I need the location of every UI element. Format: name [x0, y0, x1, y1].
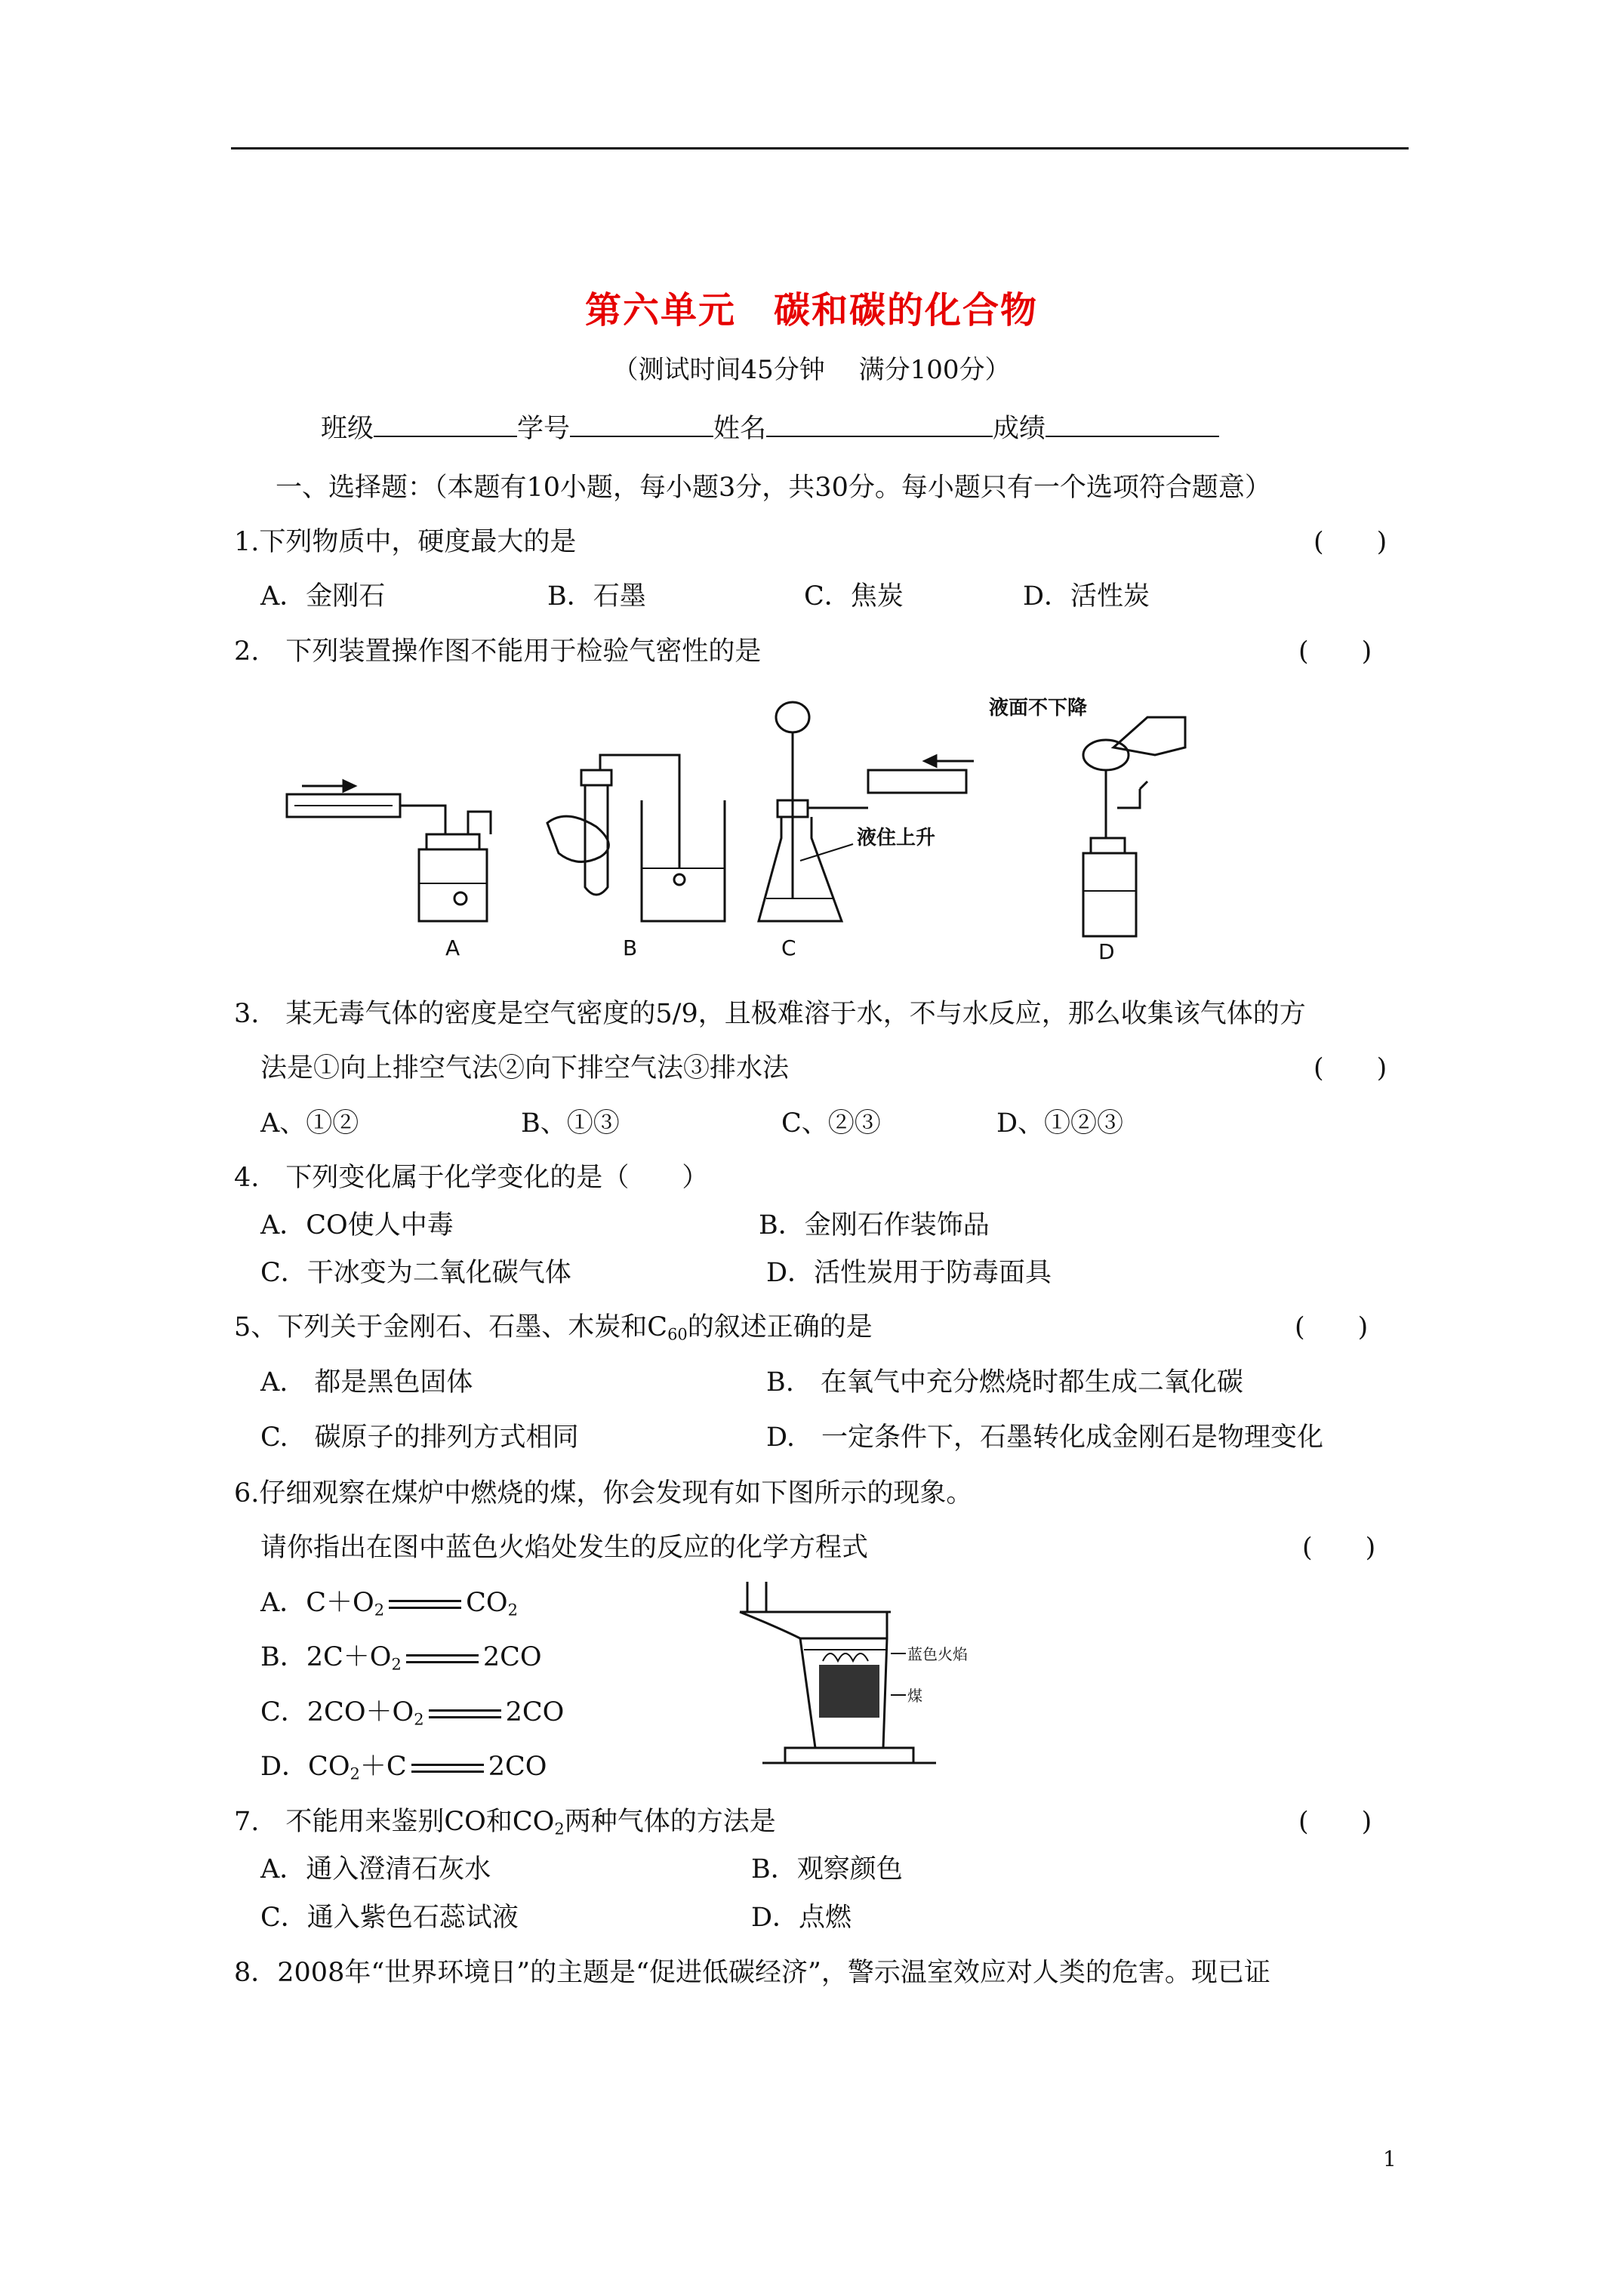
- section-heading: 一、选择题：（本题有10小题，每小题3分，共30分。每小题只有一个选项符合题意）: [276, 473, 1271, 503]
- q5-option-a: A. 都是黑色固体: [260, 1367, 473, 1398]
- student-info-row: [321, 408, 1219, 445]
- q1-answer-paren[interactable]: ( ): [1313, 527, 1387, 557]
- q1-stem: 1.下列物质中，硬度最大的是: [234, 527, 577, 557]
- q3-option-a: A、①②: [260, 1108, 359, 1139]
- q8-line1: 8．2008年“世界环境日”的主题是“促进低碳经济”，警示温室效应对人类的危害。现已证: [234, 1958, 1270, 1988]
- q7-option-a: A．通入澄清石灰水: [260, 1854, 491, 1885]
- q1-option-b: B．石墨: [547, 581, 646, 612]
- q3-option-d: D、①②③: [996, 1108, 1124, 1139]
- page-subtitle: （测试时间45分钟 满分100分）: [612, 355, 1011, 385]
- q1-option-c: C．焦炭: [804, 581, 904, 612]
- label-coal: 煤: [907, 1687, 922, 1705]
- q6-option-d: D．$CO_2+C$ 2CO: [260, 1752, 547, 1783]
- note-d: 液面不下降: [989, 697, 1088, 720]
- q3-option-c: C、②③: [781, 1108, 881, 1139]
- note-c: 液住上升: [857, 827, 936, 849]
- score-label: 成绩: [993, 414, 1046, 444]
- q6-line1: 6.仔细观察在煤炉中燃烧的煤，你会发现有如下图所示的现象。: [234, 1478, 973, 1509]
- q7-stem: 7. 不能用来鉴别CO和$CO_2$两种气体的方法是: [234, 1807, 776, 1838]
- q5-option-d: D. 一定条件下，石墨转化成金刚石是物理变化: [766, 1422, 1323, 1453]
- header-rule: [231, 147, 1409, 149]
- number-label: 学号: [517, 414, 571, 444]
- q5-answer-paren[interactable]: ( ): [1295, 1312, 1369, 1342]
- apparatus-c: [759, 702, 974, 921]
- q4-option-a: A．CO使人中毒: [260, 1210, 454, 1240]
- apparatus-b: [547, 755, 725, 921]
- q3-line2: 法是①向上排空气法②向下排空气法③排水法: [260, 1053, 790, 1083]
- q3-line1: 3. 某无毒气体的密度是空气密度的5/9，且极难溶于水，不与水反应，那么收集该气体的方: [234, 999, 1306, 1029]
- q4-option-c: C．干冰变为二氧化碳气体: [260, 1258, 571, 1288]
- class-blank[interactable]: [374, 413, 517, 437]
- q5-option-b: B. 在氧气中充分燃烧时都生成二氧化碳: [766, 1367, 1243, 1398]
- name-label: 姓名: [713, 414, 767, 444]
- q6-option-c: C．$2CO+O_2$ 2CO: [260, 1697, 565, 1729]
- q7-answer-paren[interactable]: ( ): [1298, 1807, 1372, 1837]
- q6-answer-paren[interactable]: ( ): [1302, 1533, 1376, 1563]
- q6-option-b: B．$2C+O_2$ 2CO: [260, 1642, 542, 1674]
- q2-apparatus-figure: [279, 695, 1261, 974]
- q2-answer-paren[interactable]: ( ): [1298, 636, 1372, 667]
- name-blank[interactable]: [766, 413, 993, 437]
- q1-option-a: A．金刚石: [260, 581, 386, 612]
- score-blank[interactable]: [1046, 413, 1219, 437]
- q7-option-b: B．观察颜色: [751, 1854, 903, 1885]
- q5-stem: 5、下列关于金刚石、石墨、木炭和$C_{60}$的叙述正确的是: [234, 1312, 873, 1344]
- q4-stem: 4. 下列变化属于化学变化的是（ ）: [234, 1163, 709, 1193]
- q3-option-b: B、①③: [521, 1108, 620, 1139]
- label-a: A: [445, 935, 460, 960]
- q5-option-c: C. 碳原子的排列方式相同: [260, 1422, 579, 1453]
- apparatus-a: [287, 781, 491, 921]
- q6-line2: 请你指出在图中蓝色火焰处发生的反应的化学方程式: [260, 1533, 869, 1563]
- page-title: 第六单元 碳和碳的化合物: [584, 289, 1038, 331]
- number-blank[interactable]: [570, 413, 713, 437]
- class-label: 班级: [321, 414, 374, 444]
- q4-option-d: D．活性炭用于防毒面具: [766, 1258, 1052, 1288]
- q7-option-d: D．点燃: [751, 1903, 852, 1933]
- apparatus-d: [1083, 717, 1185, 936]
- q3-answer-paren[interactable]: ( ): [1313, 1053, 1387, 1083]
- q6-option-a: A．$C+O_2$ $CO_2$: [260, 1588, 518, 1620]
- label-d: D: [1098, 939, 1115, 964]
- q6-stove-figure: [732, 1582, 989, 1778]
- label-b: B: [623, 935, 638, 960]
- q7-option-c: C．通入紫色石蕊试液: [260, 1903, 519, 1933]
- label-c: C: [781, 935, 796, 960]
- label-blue-flame: 蓝色火焰: [907, 1645, 968, 1663]
- q2-stem: 2. 下列装置操作图不能用于检验气密性的是: [234, 636, 762, 667]
- q1-option-d: D．活性炭: [1023, 581, 1150, 612]
- page-number: 1: [1383, 2147, 1397, 2171]
- q4-option-b: B．金刚石作装饰品: [759, 1210, 990, 1240]
